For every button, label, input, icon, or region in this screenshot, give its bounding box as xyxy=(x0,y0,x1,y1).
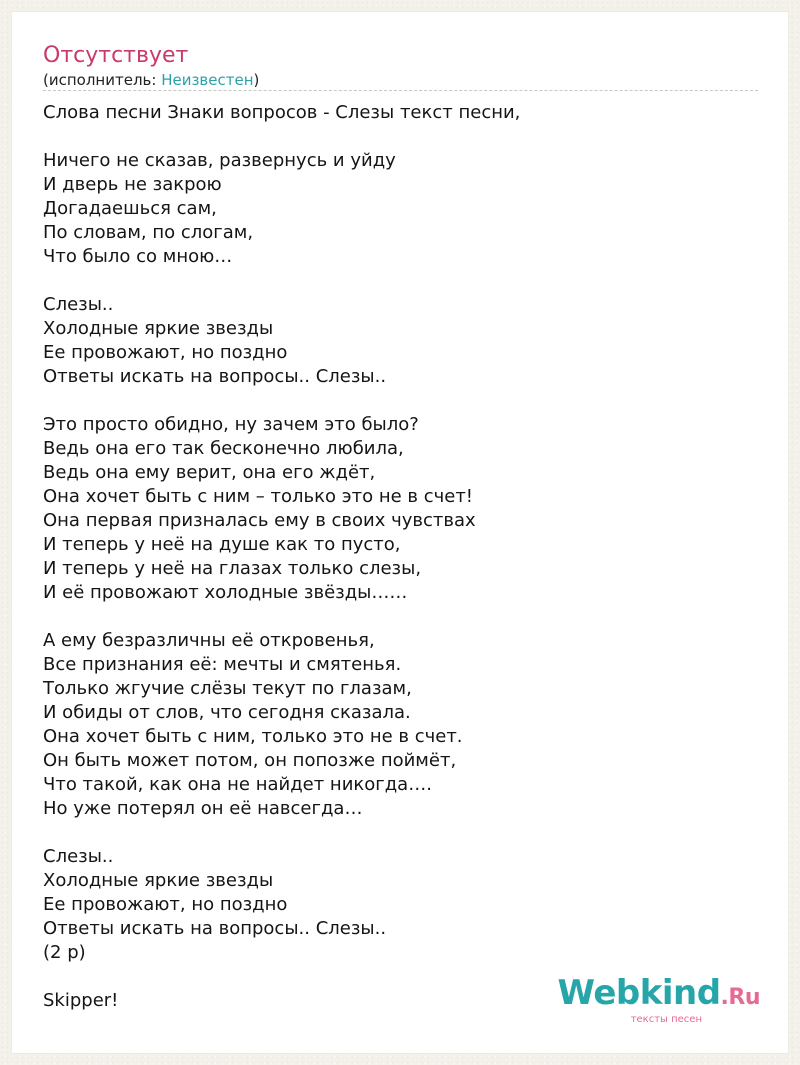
lyrics-text: Слова песни Знаки вопросов - Слезы текст песни, Ничего не сказав, развернусь и уйду И дверь не закрою Догадаешься сам, По словам, по слогам, Что было со мною… Слезы.. Холодные яркие звезды Ее провожают, но поздно Ответы искать на вопросы.. Слезы.. Это просто обидно, ну зачем это было? Ведь она его так бесконечно любила, Ведь она ему верит, она его ждёт, Она хочет быть с ним – только это не в счет! Она первая призналась ему в своих чувствах И теперь у неё на душе как то пусто, И теперь у неё на глазах только слезы, И её провожают холодные звёзды…… А ему безразличны её откровенья, Все признания её: мечты и смятенья. Только жгучие слёзы текут по глазам, И обиды от слов, что сегодня сказала. Она хочет быть с ним, только это не в счет. Он быть может потом, он попозже поймёт, Что такой, как она не найдет никогда…. Но уже потерял он её навсегда… Слезы.. Холодные яркие звезды Ее провожают, но поздно Ответы искать на вопросы.. Слезы.. (2 р) Skipper! xyxy=(43,102,521,1011)
logo-name: Webkind xyxy=(557,973,721,1013)
logo-tld: .Ru xyxy=(720,985,760,1010)
song-title: Отсутствует xyxy=(43,43,189,68)
artist-line xyxy=(43,71,259,89)
site-logo[interactable] xyxy=(557,973,760,1025)
logo-tagline: тексты песен xyxy=(630,1014,702,1025)
header-divider xyxy=(43,90,758,91)
artist-prefix: (исполнитель: xyxy=(43,71,162,89)
page-card xyxy=(12,12,788,1053)
artist-link[interactable]: Неизвестен xyxy=(161,71,254,89)
logo-wordmark xyxy=(557,973,760,1015)
artist-suffix: ) xyxy=(253,71,260,89)
